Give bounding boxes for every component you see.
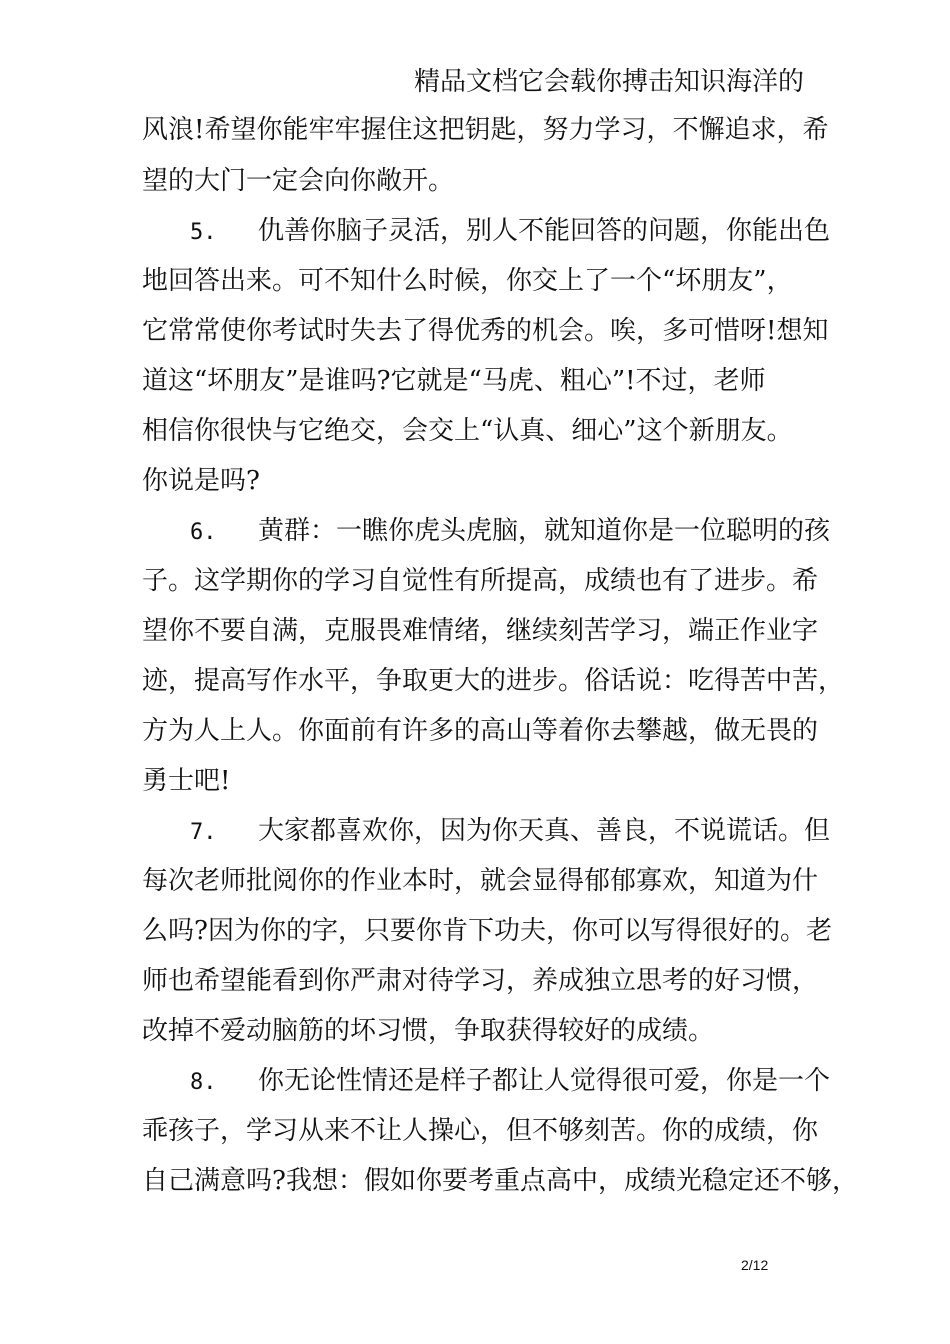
text-line: 望你不要自满，克服畏难情绪，继续刻苦学习，端正作业字	[142, 616, 819, 646]
text-line: 勇士吧!	[142, 766, 231, 796]
text-line: 迹，提高写作水平，争取更大的进步。俗话说：吃得苦中苦，	[142, 666, 845, 696]
item-number: 6.	[190, 520, 217, 545]
text-line: 8. 你无论性情还是样子都让人觉得很可爱，你是一个	[142, 1061, 830, 1103]
text-line: 望的大门一定会向你敞开。	[142, 166, 455, 196]
item-number: 7.	[190, 820, 217, 845]
text-line: 自己满意吗?我想：假如你要考重点高中，成绩光稳定还不够，	[142, 1166, 858, 1196]
text-line: 5. 仇善你脑子灵活，别人不能回答的问题，你能出色	[142, 211, 830, 253]
text-line: 相信你很快与它绝交，会交上“认真、细心”这个新朋友。	[142, 416, 793, 446]
text-line: 子。这学期你的学习自觉性有所提高，成绩也有了进步。希	[142, 566, 819, 596]
text-line: 6. 黄群：一瞧你虎头虎脑，就知道你是一位聪明的孩	[142, 511, 830, 553]
item-number: 8.	[190, 1070, 217, 1095]
text-line: 每次老师批阅你的作业本时，就会显得郁郁寡欢，知道为什	[142, 866, 819, 896]
page-header: 精品文档它会载你搏击知识海洋的	[413, 67, 804, 97]
text-line: 你说是吗?	[142, 466, 260, 496]
text-line: 风浪!希望你能牢牢握住这把钥匙，努力学习，不懈追求，希	[142, 115, 829, 145]
page-number: 2/12	[741, 1257, 769, 1273]
text-line: 师也希望能看到你严肃对待学习，养成独立思考的好习惯，	[142, 966, 819, 996]
text-line: 改掉不爱动脑筋的坏习惯，争取获得较好的成绩。	[142, 1016, 715, 1046]
text-line: 7. 大家都喜欢你，因为你天真、善良，不说谎话。但	[142, 811, 830, 853]
text-line: 道这“坏朋友”是谁吗?它就是“马虎、粗心”!不过，老师	[142, 366, 766, 396]
item-number: 5.	[190, 220, 217, 245]
text-line: 么吗?因为你的字，只要你肯下功夫，你可以写得很好的。老	[142, 916, 832, 946]
text-line: 它常常使你考试时失去了得优秀的机会。唉，多可惜呀!想知	[142, 316, 829, 346]
text-line: 乖孩子，学习从来不让人操心，但不够刻苦。你的成绩，你	[142, 1116, 819, 1146]
text-line: 地回答出来。可不知什么时候，你交上了一个“坏朋友”，	[142, 266, 793, 296]
text-line: 方为人上人。你面前有许多的高山等着你去攀越，做无畏的	[142, 716, 819, 746]
